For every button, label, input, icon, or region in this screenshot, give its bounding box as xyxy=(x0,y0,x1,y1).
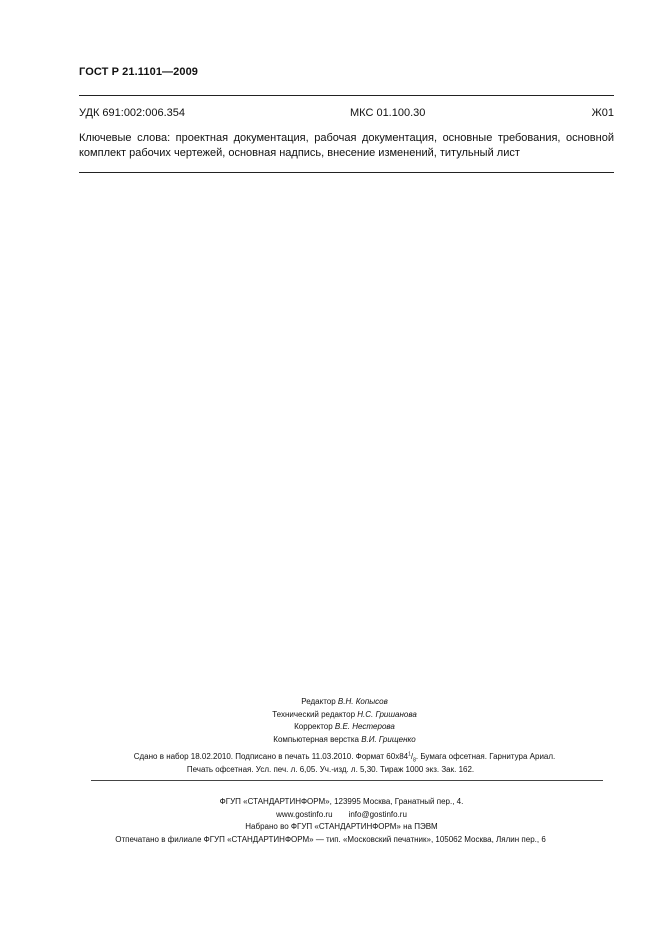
okstu-code: Ж01 xyxy=(591,107,614,119)
staff-technical-editor xyxy=(0,709,661,722)
imprint-text: Сдано в набор 18.02.2010. Подписано в печать 11.03.2010. Формат 60x84 xyxy=(133,752,409,761)
publisher-address: ФГУП «СТАНДАРТИНФОРМ», 123995 Москва, Гранатный пер., 4. xyxy=(219,797,464,806)
staff-role: Технический редактор xyxy=(272,709,356,719)
keywords-line-2: комплект рабочих чертежей, основная надпись, внесение изменений, титульный лист xyxy=(79,147,520,159)
udc-code: УДК 691:002:006.354 xyxy=(79,107,185,119)
editorial-staff xyxy=(0,696,661,746)
staff-role: Редактор xyxy=(301,697,336,706)
keywords-paragraph xyxy=(79,131,614,161)
imprint-line-1 xyxy=(0,751,661,764)
format-fraction-denominator: 8 xyxy=(413,757,416,764)
publisher-website: www.gostinfo.ru xyxy=(276,809,333,819)
document-code: ГОСТ Р 21.1101—2009 xyxy=(79,66,199,78)
publisher-contacts xyxy=(0,809,661,822)
print-imprint xyxy=(0,751,661,776)
ics-code: МКС 01.100.30 xyxy=(350,107,426,119)
keywords-line-1: Ключевые слова: проектная документация, рабочая документация, основные требования, основной xyxy=(79,132,614,144)
publisher-info xyxy=(0,796,661,846)
staff-layout xyxy=(0,734,661,747)
staff-role: Корректор xyxy=(294,722,333,731)
classification-row xyxy=(79,107,614,121)
staff-name: В.И. Грищенко xyxy=(361,734,416,744)
staff-name: В.Н. Копысов xyxy=(337,697,388,706)
printing-note: Отпечатано в филиале ФГУП «СТАНДАРТИНФОРМ» — тип. «Московский печатник», 105062 Москва, Лялин пер., 6 xyxy=(115,834,546,844)
format-fraction-slash: / xyxy=(410,752,414,761)
format-fraction-numerator: 1 xyxy=(408,751,411,758)
staff-role: Компьютерная верстка xyxy=(273,734,359,744)
staff-editor xyxy=(0,696,661,709)
staff-name: Н.С. Гришанова xyxy=(357,709,417,719)
imprint-line-2: Печать офсетная. Усл. печ. л. 6,05. Уч.-изд. л. 5,30. Тираж 1000 экз. Зак. 162. xyxy=(186,764,475,774)
typesetting-note: Набрано во ФГУП «СТАНДАРТИНФОРМ» на ПЭВМ xyxy=(245,822,438,831)
publisher-email: info@gostinfo.ru xyxy=(348,809,407,819)
top-divider xyxy=(79,95,614,96)
imprint-divider xyxy=(91,780,603,781)
staff-name: В.Е. Нестерова xyxy=(334,722,395,731)
keywords-divider xyxy=(79,172,614,173)
imprint-text: . Бумага офсетная. Гарнитура Ариал. xyxy=(415,752,556,761)
staff-proofreader xyxy=(0,721,661,734)
